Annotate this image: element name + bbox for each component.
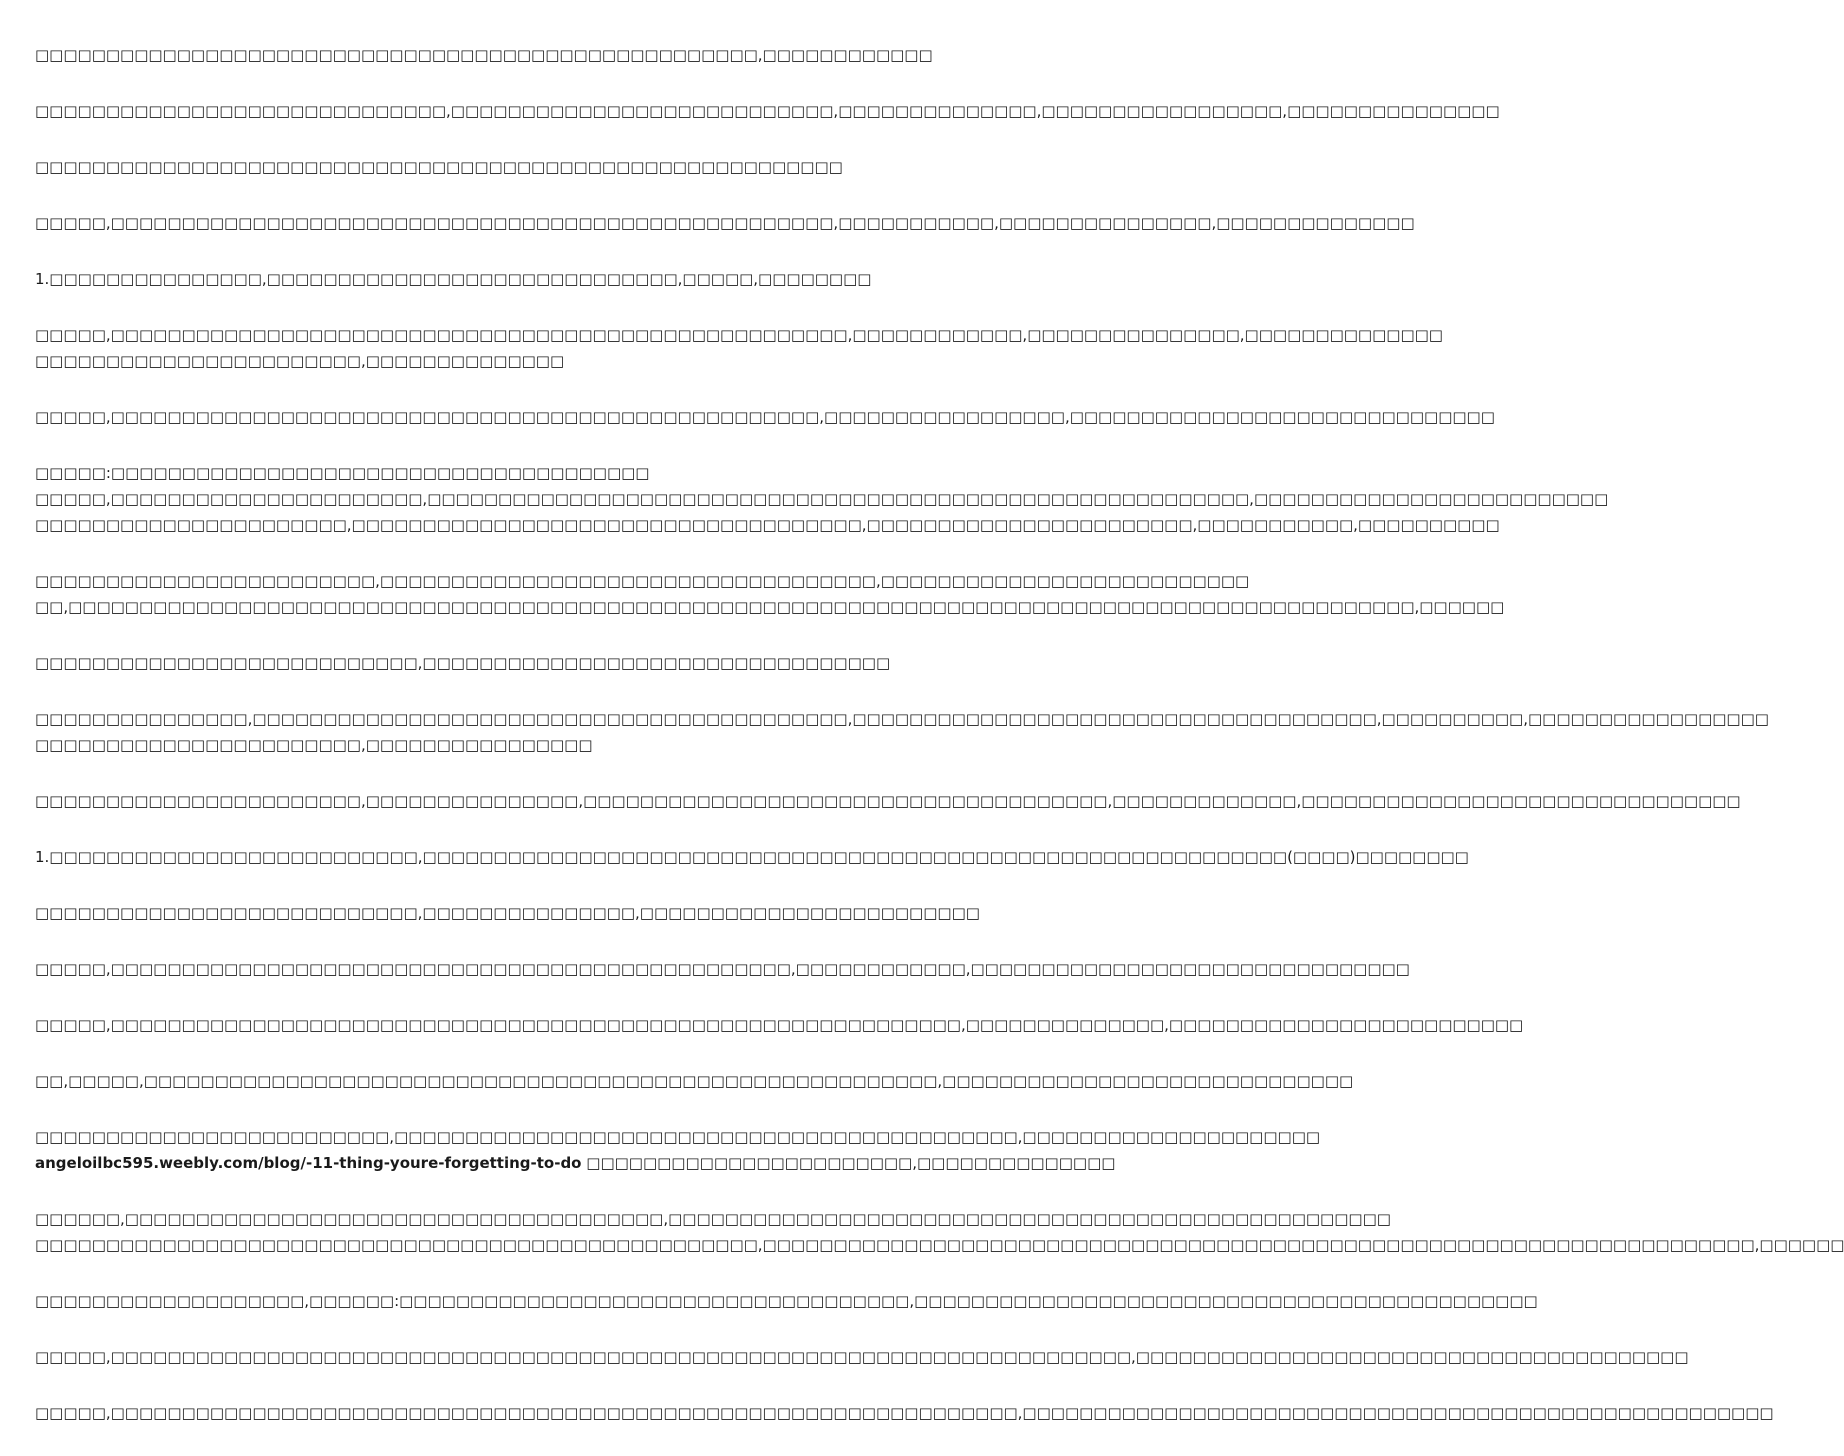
paragraph: [35, 266, 990, 292]
paragraph: [35, 568, 1250, 594]
paragraph-line: 1.□□□□□□□□□□□□□□□,□□□□□□□□□□□□□□□□□□□□□□□□□□□□□,□□□□□,□□□□□□□□: [35, 270, 872, 288]
paragraph-line: □□□□□□□□□□□□□□□□□□□□□□□,□□□□□□□□□□□□□□□□: [35, 736, 593, 754]
paragraph-line: □□,□□□□□,□□□□□□□□□□□□□□□□□□□□□□□□□□□□□□□□□□□□□□□□□□□□□□□□□□□□□□□□,□□□□□□□□□□□□□□□□□□□□□□□□□□□□□: [35, 1072, 1354, 1090]
paragraph: [35, 486, 1609, 538]
paragraph: [35, 594, 1505, 620]
paragraph-line: □□□□□,□□□□□□□□□□□□□□□□□□□□□□□□□□□□□□□□□□□□□□□□□□□□□□□□□□□,□□□□□□□□□□□,□□□□□□□□□□□□□□□,□□□□□□□□□□□□□□: [35, 214, 1415, 232]
paragraph: [35, 1012, 1524, 1038]
paragraph: [35, 956, 1410, 982]
paragraph: [35, 42, 990, 68]
paragraph-line: □□□□□□□□□□□□□□□□□□□□□□□□□□□,□□□□□□□□□□□□□□□,□□□□□□□□□□□□□□□□□□□□□□□□: [35, 904, 980, 922]
paragraph: [35, 900, 990, 926]
paragraph-line: □□□□□,□□□□□□□□□□□□□□□□□□□□□□□□□□□□□□□□□□□□□□□□□□□□□□□□□□□□□□□□□□□□□□□□□□□□□□□□,□□□□□□□□□□□□□□□□□□□□□□□□□□□□□□□□□□□□□□□: [35, 1348, 1689, 1366]
paragraph-line: □□□□□,□□□□□□□□□□□□□□□□□□□□□□□□□□□□□□□□□□□□□□□□□□□□□□□□□□□□□□□□□□□□□□□□,□□□□□□□□□□□□□□□□□□□□□□□□□□□□□□□□□□□□□□□□□□□□□□□□□□□□□: [35, 1404, 1774, 1422]
paragraph: [35, 210, 1415, 236]
paragraph: [35, 788, 1741, 814]
document-body: [35, 42, 1844, 1456]
paragraph-line: □□□□□□□□□□□□□□□□□□□□□□□□□□□□□,□□□□□□□□□□□□□□□□□□□□□□□□□□□,□□□□□□□□□□□□□□,□□□□□□□□□□□□□□□□□,□□□□□□□□□□□□□□□: [35, 102, 1500, 120]
paragraph-line: □□□□□:□□□□□□□□□□□□□□□□□□□□□□□□□□□□□□□□□□□□□□: [35, 464, 650, 482]
paragraph: [35, 404, 1495, 430]
paragraph-line: □□□□□□□□□□□□□□□□□□□□□□□□□□□,□□□□□□□□□□□□□□□□□□□□□□□□□□□□□□□□□: [35, 654, 891, 672]
paragraph: [35, 1400, 1774, 1426]
paragraph-line: □□□□□□□□□□□□□□□□□□□□□□□□□□□□□□□□□□□□□□□□□□□□□□□□□□□,□□□□□□□□□□□□□□□□□□□□□□□□□□□□□□□□□□□□□□□□□□□□□□□□□□□□□□□□□□□□□□□□□□□□□□,□□□□□□: [35, 1236, 1844, 1254]
paragraph: [35, 460, 990, 486]
paragraph-line: □□□□□□□□□□□□□□□□□□□□□□□□□□□□□□□□□□□□□□□□□□□□□□□□□□□□□□□□□: [35, 158, 843, 176]
paragraph: [35, 98, 1500, 124]
paragraph: [35, 706, 1769, 758]
paragraph-line: □□□□□□□□□□□□□□□□□□□□□□□,□□□□□□□□□□□□□□: [35, 352, 565, 370]
paragraph-line: □□□□□□□□□□□□□□□,□□□□□□□□□□□□□□□□□□□□□□□□□□□□□□□□□□□□□□□□□□,□□□□□□□□□□□□□□□□□□□□□□□□□□□□□□□□□□□□□,□□□□□□□□□□,□□□□□□□□□□□□□□□□□: [35, 710, 1769, 728]
paragraph: [35, 322, 1443, 374]
paragraph: [35, 1288, 1538, 1314]
paragraph-line: □□□□□□□□□□□□□□□□□□□□□□□□□□□□□□□□□□□□□□□□□□□□□□□□□□□,□□□□□□□□□□□□: [35, 46, 933, 64]
paragraph-line: [35, 1150, 1116, 1176]
paragraph-line: □□,□□□□□□□□□□□□□□□□□□□□□□□□□□□□□□□□□□□□□□□□□□□□□□□□□□□□□□□□□□□□□□□□□□□□□□□□□□□□□□□□□□□□□□□□□□□□□□□,□□□□□□: [35, 598, 1505, 616]
paragraph-line: □□□□□□□□□□□□□□□□□□□□□□□□□,□□□□□□□□□□□□□□□□□□□□□□□□□□□□□□□□□□□□□□□□□□□□,□□□□□□□□□□□□□□□□□□□□□: [35, 1128, 1321, 1146]
paragraph: [35, 1068, 1354, 1094]
paragraph: [35, 1232, 1844, 1258]
paragraph-line: □□□□□□□□□□□□□□□□□□□,□□□□□□:□□□□□□□□□□□□□□□□□□□□□□□□□□□□□□□□□□□□,□□□□□□□□□□□□□□□□□□□□□□□□□□□□□□□□□□□□□□□□□□□□: [35, 1292, 1538, 1310]
paragraph-line: □□□□□,□□□□□□□□□□□□□□□□□□□□□□□□□□□□□□□□□□□□□□□□□□□□□□□□,□□□□□□□□□□□□,□□□□□□□□□□□□□□□□□□□□□□□□□□□□□□□: [35, 960, 1410, 978]
paragraph: [35, 650, 990, 676]
paragraph-line: □□□□□□□□□□□□□□□□□□□□□□□□,□□□□□□□□□□□□□□□□□□□□□□□□□□□□□□□□□□□,□□□□□□□□□□□□□□□□□□□□□□□□□□: [35, 572, 1250, 590]
link-suffix-text: □□□□□□□□□□□□□□□□□□□□□□□,□□□□□□□□□□□□□□: [581, 1154, 1116, 1172]
paragraph: [35, 154, 990, 180]
paragraph-line: □□□□□,□□□□□□□□□□□□□□□□□□□□□□□□□□□□□□□□□□□□□□□□□□□□□□□□□□□□□□□□□□□□,□□□□□□□□□□□□□□,□□□□□□□□□□□□□□□□□□□□□□□□□: [35, 1016, 1524, 1034]
paragraph-line: 1.□□□□□□□□□□□□□□□□□□□□□□□□□□,□□□□□□□□□□□□□□□□□□□□□□□□□□□□□□□□□□□□□□□□□□□□□□□□□□□□□□□□□□□□□(□□□□)□□□□□□□□: [35, 848, 1469, 866]
paragraph-line: □□□□□□□□□□□□□□□□□□□□□□□,□□□□□□□□□□□□□□□,□□□□□□□□□□□□□□□□□□□□□□□□□□□□□□□□□□□□□,□□□□□□□□□□□□□,□□□□□□□□□□□□□□□□□□□□□□□□□□□□□□□: [35, 792, 1741, 810]
paragraph: [35, 1344, 1689, 1370]
paragraph: [35, 1124, 1321, 1176]
paragraph-line: □□□□□□,□□□□□□□□□□□□□□□□□□□□□□□□□□□□□□□□□□□□□□,□□□□□□□□□□□□□□□□□□□□□□□□□□□□□□□□□□□□□□□□□□□□□□□□□□□: [35, 1210, 1391, 1228]
paragraph: [35, 1206, 1391, 1232]
paragraph-line: □□□□□□□□□□□□□□□□□□□□□□,□□□□□□□□□□□□□□□□□□□□□□□□□□□□□□□□□□□□,□□□□□□□□□□□□□□□□□□□□□□□,□□□□□□□□□□□,□□□□□□□□□□: [35, 516, 1500, 534]
paragraph-line: □□□□□,□□□□□□□□□□□□□□□□□□□□□□□□□□□□□□□□□□□□□□□□□□□□□□□□□□□□,□□□□□□□□□□□□,□□□□□□□□□□□□□□□,□□□□□□□□□□□□□□: [35, 326, 1443, 344]
paragraph-line: □□□□□,□□□□□□□□□□□□□□□□□□□□□□□□□□□□□□□□□□□□□□□□□□□□□□□□□□,□□□□□□□□□□□□□□□□□,□□□□□□□□□□□□□□□□□□□□□□□□□□□□□□: [35, 408, 1495, 426]
paragraph-line: □□□□□,□□□□□□□□□□□□□□□□□□□□□□,□□□□□□□□□□□□□□□□□□□□□□□□□□□□□□□□□□□□□□□□□□□□□□□□□□□□□□□□□□,□□□□□□□□□□□□□□□□□□□□□□□□□: [35, 490, 1609, 508]
paragraph: [35, 844, 1469, 870]
blog-link[interactable]: angeloilbc595.weebly.com/blog/-11-thing-youre-forgetting-to-do: [35, 1154, 582, 1172]
